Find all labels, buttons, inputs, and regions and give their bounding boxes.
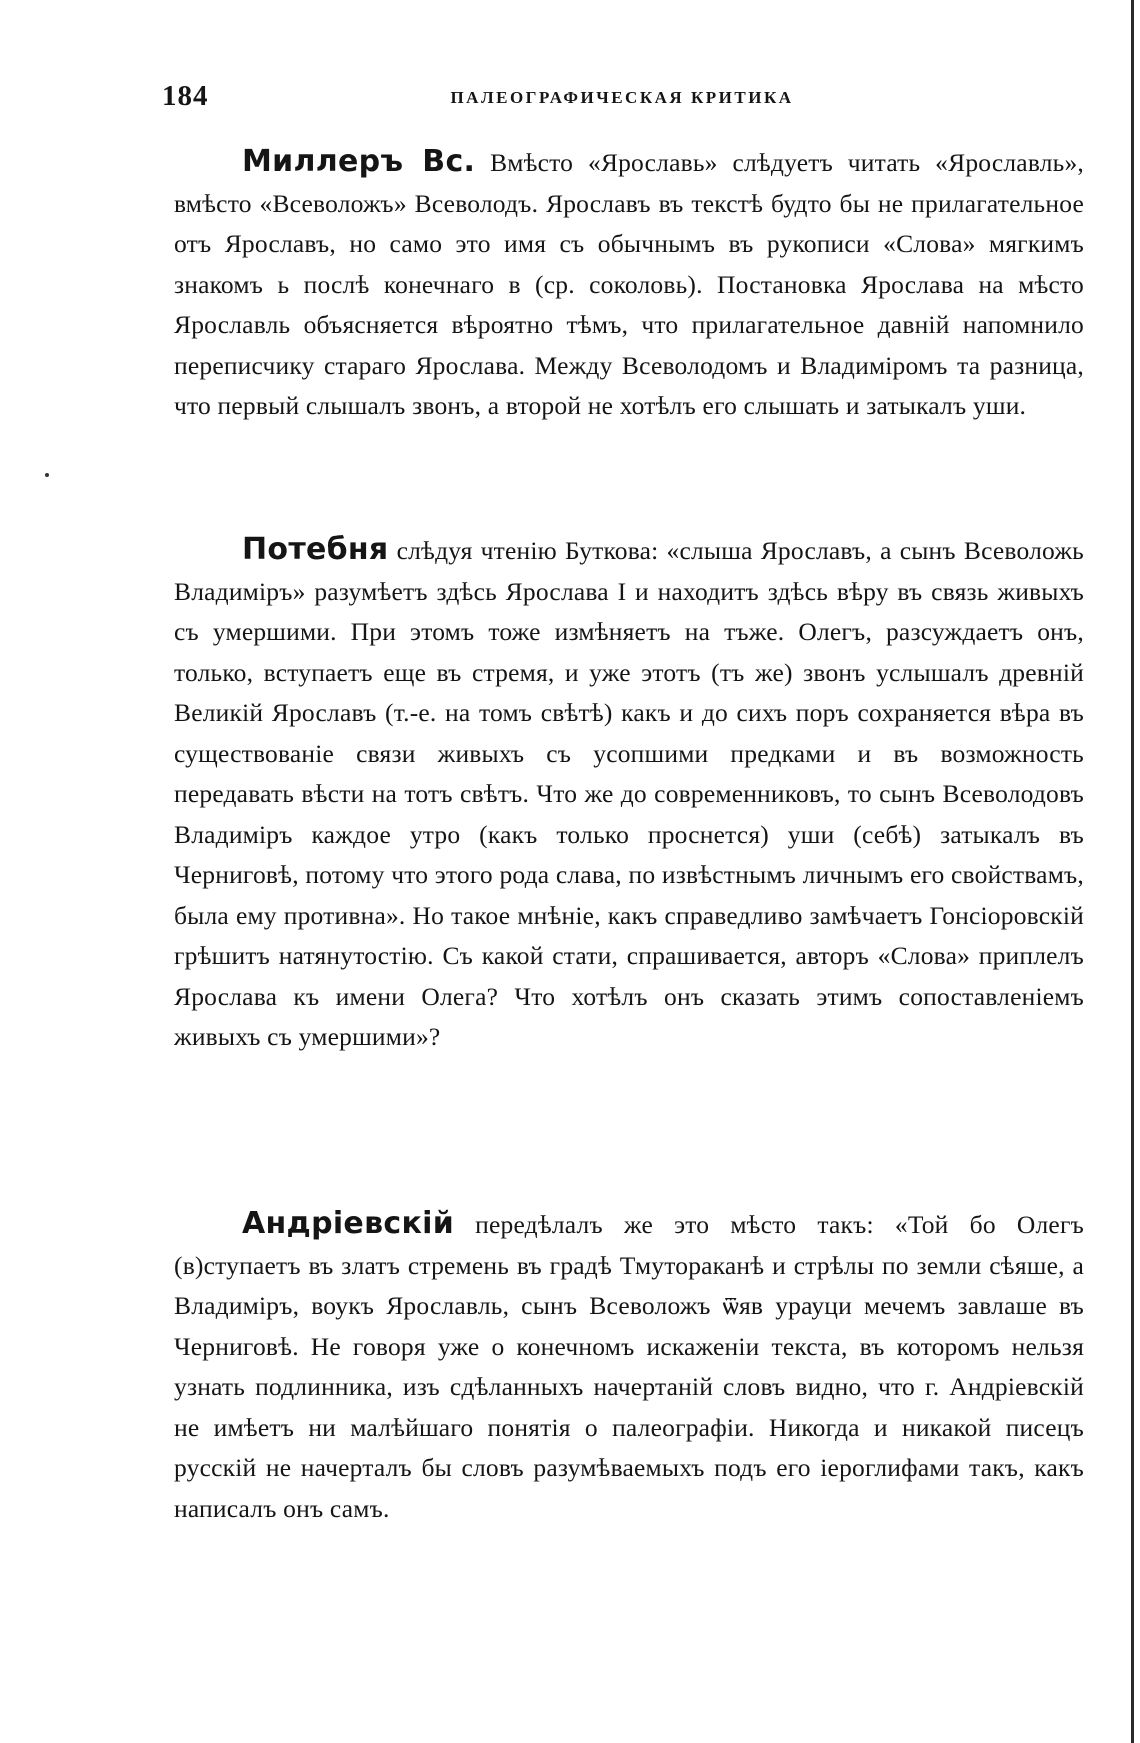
section-andrievsky <box>174 1204 1084 1529</box>
paragraph <box>174 142 1084 427</box>
paragraph <box>174 530 1084 1058</box>
section-potebnya <box>174 530 1084 1058</box>
author-name: Миллеръ Вс. <box>242 144 476 179</box>
page-edge-line <box>1131 0 1134 1743</box>
paragraph-text: Вмѣсто «Ярославь» слѣдуетъ читать «Ярославль», вмѣсто «Всеволожъ» Всеволодъ. Ярославъ въ текстѣ будто бы не прилагательное отъ Ярославъ, но само это имя съ обычнымъ въ рукописи «Слова» мягкимъ знакомъ ь послѣ конечнаго в (ср. соколовь). Постановка Ярослава на мѣсто Ярославль объясняется вѣроятно тѣмъ, что прилагательное давнiй напомнило переписчику стараго Ярослава. Между Всеволодомъ и Владимiромъ та разница, что первый слышалъ звонъ, а второй не хотѣлъ его слышать и затыкалъ уши. <box>174 148 1085 420</box>
paragraph-text: слѣдуя чтенiю Буткова: «слыша Ярославъ, а сынъ Всеволожь Владимiръ» разумѣетъ здѣсь Ярослава I и находитъ здѣсь вѣру въ связь живыхъ съ умершими. При этомъ тоже измѣняетъ на тъже. Олегъ, разсуждаетъ онъ, только, вступаетъ еще въ стремя, и уже этотъ (тъ же) звонъ услышалъ древнiй Великiй Ярославъ (т.-е. на томъ свѣтѣ) какъ и до сихъ поръ сохраняется вѣра въ существованiе связи живыхъ съ усопшими предками и въ возможность передавать вѣсти на тотъ свѣтъ. Что же до современниковъ, то сынъ Всеволодовъ Владимiръ каждое утро (какъ только проснется) уши (себѣ) затыкалъ въ Черниговѣ, потому что этого рода слава, по извѣстнымъ личнымъ его свойствамъ, была ему противна». Но такое мнѣнiе, какъ справедливо замѣчаетъ Гонсiоровскiй грѣшитъ натянутостiю. Съ какой стати, спрашивается, авторъ «Слова» приплелъ Ярослава къ имени Олега? Что хотѣлъ онъ сказать этимъ сопоставленiемъ живыхъ съ умершими»? <box>174 536 1085 1051</box>
page-header <box>162 80 1082 114</box>
page-number: 184 <box>162 80 209 112</box>
section-miller <box>174 142 1084 427</box>
running-title: ПАЛЕОГРАФИЧЕСКАЯ КРИТИКА <box>450 88 794 107</box>
margin-speck <box>45 473 49 477</box>
paragraph-text: передѣлалъ же это мѣсто такъ: «Той бо Олегъ (в)ступаетъ въ златъ стремень въ градѣ Тмутораканѣ и стрѣлы по земли сѣяше, а Владимiръ, воукъ Ярославль, сынъ Всеволожъ ѿяв урауци мечемъ завлаше въ Черниговѣ. Не говоря уже о конечномъ искаженiи текста, въ которомъ нельзя узнать подлинника, изъ сдѣланныхъ начертанiй словъ видно, что г. Андрiевскiй не имѣетъ ни малѣйшаго понятiя о палеографiи. Никогда и никакой писецъ русскiй не начерталъ бы словъ разумѣваемыхъ подъ его iероглифами такъ, какъ написалъ онъ самъ. <box>174 1210 1084 1523</box>
author-name: Андрiевскiй <box>242 1206 455 1241</box>
author-name: Потебня <box>242 532 389 567</box>
paragraph <box>174 1204 1084 1529</box>
